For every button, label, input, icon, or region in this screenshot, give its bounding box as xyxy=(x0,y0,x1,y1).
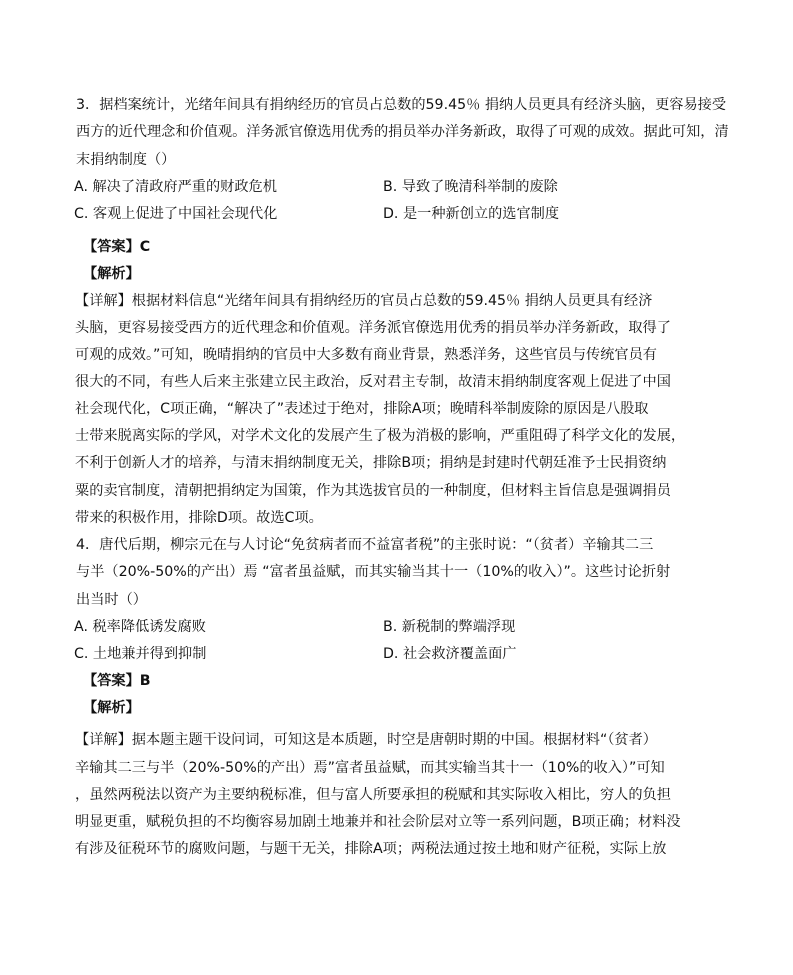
q4-option-b: B. 新税制的弊端浮现 xyxy=(383,619,516,635)
q4-detail-line-4: 明显更重，赋税负担的不均衡容易加剧土地兼并和社会阶层对立等一系列问题，B项正确；材料没 xyxy=(75,814,681,830)
q3-answer: 【答案】C xyxy=(83,239,151,255)
q3-detail-line-2: 头脑，更容易接受西方的近代理念和价值观。洋务派官僚选用优秀的捐员举办洋务新政，取得了 xyxy=(75,320,671,336)
q4-detail-line-1: 【详解】据本题主题干设问词，可知这是本质题，时空是唐朝时期的中国。根据材料“（贫者） xyxy=(75,732,657,748)
q3-stem-line-2: 西方的近代理念和价值观。洋务派官僚选用优秀的捐员举办洋务新政，取得了可观的成效。据此可知，清 xyxy=(76,124,729,140)
q4-option-a: A. 税率降低诱发腐败 xyxy=(74,619,206,635)
q3-detail-line-1: 【详解】根据材料信息“光绪年间具有捐纳经历的官员占总数的59.45％ 捐纳人员更具有经济 xyxy=(75,293,653,309)
q3-option-d: D. 是一种新创立的选官制度 xyxy=(383,206,560,222)
q3-detail-line-4: 很大的不同，有些人后来主张建立民主政治，反对君主专制，故清末捐纳制度客观上促进了中国 xyxy=(75,374,671,390)
q4-detail-line-2: 辛输其二三与半（20%-50%的产出）焉”富者虽益赋，而其实输当其十一（10%的收入）”可知 xyxy=(75,760,665,776)
q4-detail-line-3: ，虽然两税法以资产为主要纳税标准，但与富人所要承担的税赋和其实际收入相比，穷人的负担 xyxy=(75,787,671,803)
q3-option-a: A. 解决了清政府严重的财政危机 xyxy=(74,179,277,195)
q3-detail-line-6: 士带来脱离实际的学风，对学术文化的发展产生了极为消极的影响，严重阻碍了科学文化的发展， xyxy=(75,428,686,444)
q4-option-d: D. 社会救济覆盖面广 xyxy=(383,646,517,662)
q4-stem-line-3: 出当时（） xyxy=(76,592,147,608)
q3-detail-line-3: 可观的成效。”可知，晚晴捐纳的官员中大多数有商业背景，熟悉洋务，这些官员与传统官员有 xyxy=(75,347,657,363)
q4-detail-line-5: 有涉及征税环节的腐败问题，与题干无关，排除A项；两税法通过按土地和财产征税，实际上放 xyxy=(75,841,667,857)
q3-option-c: C. 客观上促进了中国社会现代化 xyxy=(74,206,278,222)
q3-analysis-label: 【解析】 xyxy=(83,266,140,282)
q3-detail-line-9: 带来的积极作用，排除D项。故选C项。 xyxy=(75,510,323,526)
q4-analysis-label: 【解析】 xyxy=(83,700,140,716)
q3-detail-line-7: 不利于创新人才的培养，与清末捐纳制度无关，排除B项；捐纳是封建时代朝廷准予士民捐资纳 xyxy=(75,455,667,471)
q3-stem-line-1: 3．据档案统计，光绪年间具有捐纳经历的官员占总数的59.45％ 捐纳人员更具有经济头脑，更容易接受 xyxy=(76,97,727,113)
q4-stem-line-2: 与半（20%-50%的产出）焉 “富者虽益赋，而其实输当其十一（10%的收入）”。这些讨论折射 xyxy=(76,564,671,580)
q4-option-c: C. 土地兼并得到抑制 xyxy=(74,646,207,662)
q3-detail-line-5: 社会现代化，C项正确，“解决了”表述过于绝对，排除A项；晚晴科举制废除的原因是八股取 xyxy=(75,401,649,417)
q3-detail-line-8: 粟的卖官制度，清朝把捐纳定为国策，作为其选拔官员的一种制度，但材料主旨信息是强调捐员 xyxy=(75,483,671,499)
q4-stem-line-1: 4．唐代后期，柳宗元在与人讨论“免贫病者而不益富者税”的主张时说：“（贫者）辛输其二三 xyxy=(76,537,654,553)
q4-answer: 【答案】B xyxy=(83,673,151,689)
q3-stem-line-3: 末捐纳制度（） xyxy=(76,152,176,168)
q3-option-b: B. 导致了晚清科举制的废除 xyxy=(383,179,558,195)
